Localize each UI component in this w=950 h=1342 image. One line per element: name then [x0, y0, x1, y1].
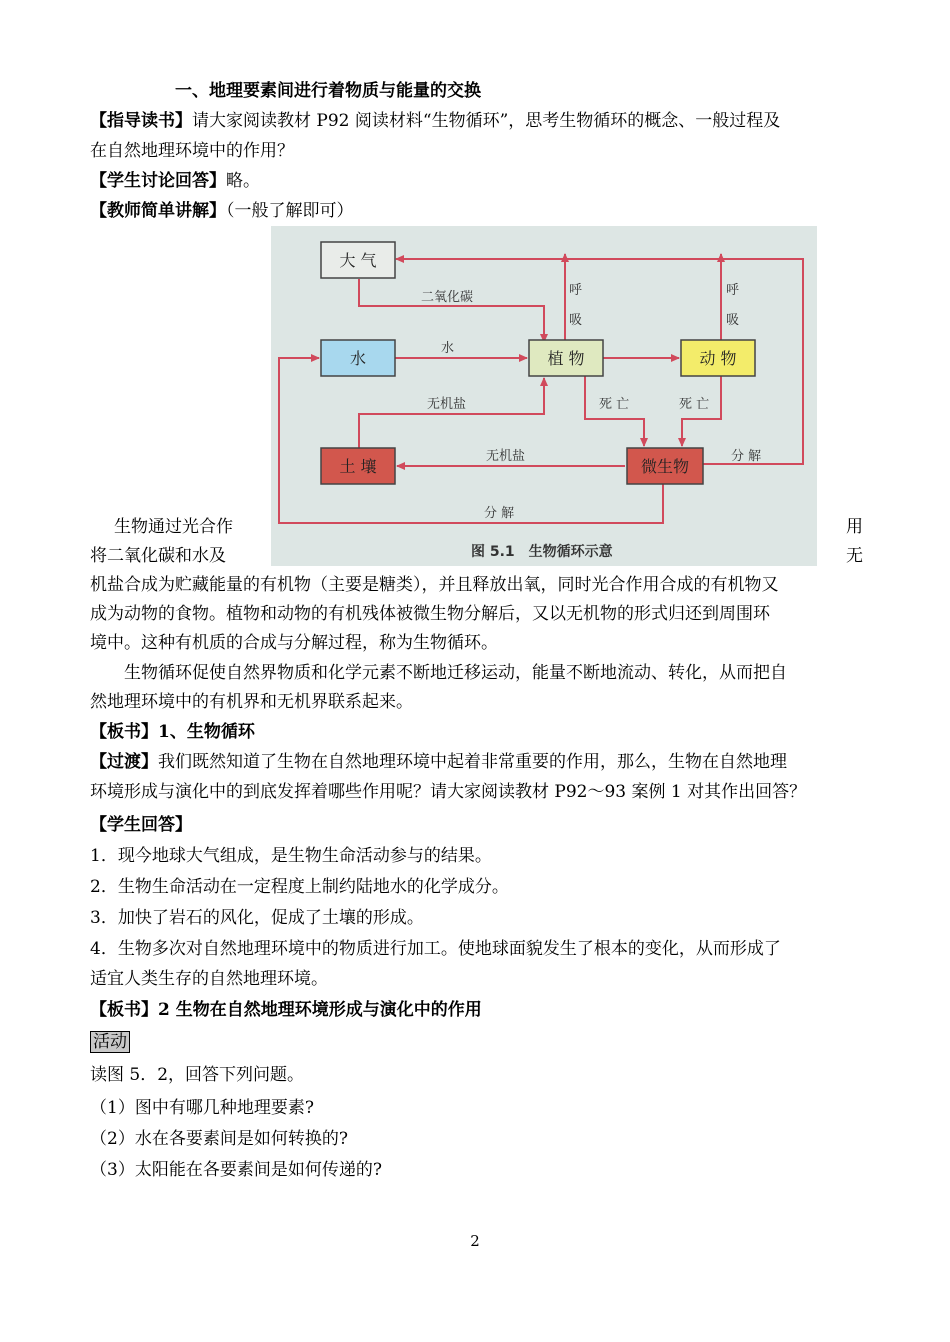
guide-text-1: 请大家阅读教材 P92 阅读材料“生物循环”，思考生物循环的概念、一般过程及 — [192, 111, 781, 131]
atmosphere-label: 大 气 — [339, 251, 377, 270]
guide-line-1 — [90, 110, 780, 132]
microbe-label: 微生物 — [640, 457, 690, 476]
transition-text-1: 我们既然知道了生物在自然地理环境中起着非常重要的作用，那么，生物在自然地理 — [158, 752, 787, 772]
respiration-animal-a: 呼 — [726, 283, 740, 298]
answer-item: 2．生物生命活动在一定程度上制约陆地水的化学成分。 — [90, 877, 509, 897]
transition-text-2: 环境形成与演化中的到底发挥着哪些作用呢？请大家阅读教材 P92～93 案例 1 对其作出回答？ — [90, 782, 807, 802]
arrow-soil-to-plant — [359, 378, 544, 448]
death-plant-label: 死 亡 — [599, 397, 630, 412]
answer-item: 1．现今地球大气组成，是生物生命活动参与的结果。 — [90, 846, 492, 866]
question-item: （2）水在各要素间是如何转换的? — [90, 1129, 348, 1149]
para1-line-3: 机盐合成为贮藏能量的有机物（主要是糖类），并且释放出氧，同时光合作用合成的有机物又 — [90, 575, 779, 595]
co2-label: 二氧化碳 — [421, 290, 474, 305]
read-figure-instruction: 读图 5．2，回答下列问题。 — [90, 1065, 305, 1085]
plant-label: 植 物 — [547, 349, 585, 368]
mineral-left-label: 无机盐 — [486, 449, 526, 464]
arrow-decompose-to-water — [279, 358, 663, 523]
figure-caption: 图 5.1 生物循环示意 — [471, 544, 613, 560]
question-item: （1）图中有哪几种地理要素? — [90, 1098, 314, 1118]
para1-l1-right: 用 — [846, 517, 863, 537]
answer-item: 适宜人类生存的自然地理环境。 — [90, 969, 328, 989]
discussion-line — [90, 170, 260, 192]
discussion-text: 略。 — [226, 171, 260, 191]
respiration-animal-b: 吸 — [726, 313, 740, 328]
section-heading: 一、地理要素间进行着物质与能量的交换 — [175, 81, 481, 101]
para1-l2-right: 无 — [846, 546, 863, 566]
respiration-plant-b: 吸 — [569, 313, 583, 328]
para1-line-1 — [90, 516, 865, 538]
answer-item: 4．生物多次对自然地理环境中的物质进行加工。使地球面貌发生了根本的变化，从而形成了 — [90, 939, 781, 959]
para2-line-2: 然地理环境中的有机界和无机界联系起来。 — [90, 692, 413, 712]
transition-line-1 — [90, 751, 787, 773]
para2-line-1: 生物循环促使自然界物质和化学元素不断地迁移运动，能量不断地流动、转化，从而把自 — [124, 663, 787, 683]
mineral-up-label: 无机盐 — [427, 397, 467, 412]
question-item: （3）太阳能在各要素间是如何传递的? — [90, 1160, 382, 1180]
answer-item: 3．加快了岩石的风化，促成了土壤的形成。 — [90, 908, 424, 928]
teacher-text: （一般了解即可） — [226, 201, 354, 221]
biological-cycle-figure — [271, 226, 817, 566]
water-arrow-label: 水 — [441, 341, 455, 356]
page-number: 2 — [470, 1232, 480, 1250]
teacher-tag: 【教师简单讲解】 — [90, 201, 226, 221]
para1-line-5: 境中。这种有机质的合成与分解过程，称为生物循环。 — [90, 633, 498, 653]
activity-badge: 活动 — [90, 1031, 130, 1053]
guide-text-2: 在自然地理环境中的作用？ — [90, 141, 294, 161]
teacher-line — [90, 200, 354, 222]
arrow-atmosphere-to-plant — [359, 279, 544, 342]
activity-line — [90, 1031, 130, 1053]
decompose-bottom-label: 分 解 — [484, 506, 515, 521]
soil-label: 土 壤 — [339, 457, 377, 476]
para1-l1-left: 生物通过光合作 — [114, 517, 233, 537]
animal-label: 动 物 — [699, 349, 737, 368]
para1-line-2 — [90, 545, 865, 567]
answer-tag: 【学生回答】 — [90, 815, 192, 835]
respiration-plant-a: 呼 — [569, 283, 583, 298]
decompose-right-label: 分 解 — [731, 449, 762, 464]
water-label: 水 — [349, 349, 367, 368]
board-1: 【板书】1、生物循环 — [90, 722, 255, 742]
para1-line-4: 成为动物的食物。植物和动物的有机残体被微生物分解后，又以无机物的形式归还到周围环 — [90, 604, 770, 624]
death-animal-label: 死 亡 — [679, 397, 710, 412]
guide-tag: 【指导读书】 — [90, 111, 192, 131]
cycle-diagram — [271, 226, 817, 566]
para1-l2-left: 将二氧化碳和水及 — [90, 546, 226, 566]
discussion-tag: 【学生讨论回答】 — [90, 171, 226, 191]
transition-tag: 【过渡】 — [90, 752, 158, 772]
board-2: 【板书】2 生物在自然地理环境形成与演化中的作用 — [90, 1000, 482, 1020]
